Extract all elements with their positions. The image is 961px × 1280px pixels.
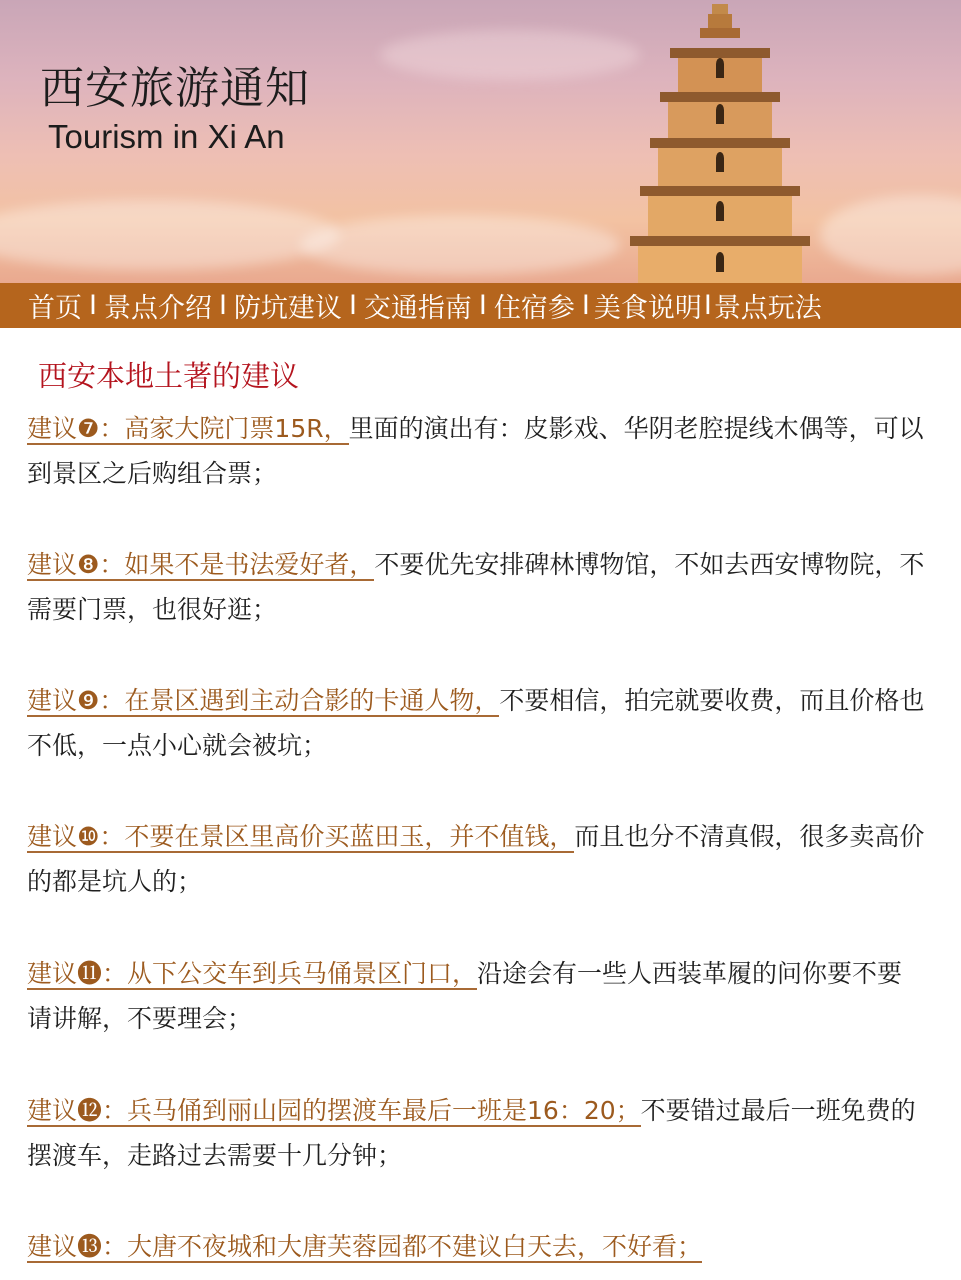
- nav-item-transport[interactable]: 交通指南: [363, 293, 472, 324]
- nav-bar: [0, 283, 961, 328]
- header-banner: [0, 0, 961, 283]
- tip-item: [27, 406, 927, 496]
- section-title: 西安本地土著的建议: [38, 359, 300, 393]
- tip-item: [27, 951, 927, 1041]
- tip-highlight: 建议❽：如果不是书法爱好者，: [27, 550, 375, 579]
- tip-highlight: 建议⓬：兵马俑到丽山园的摆渡车最后一班是16：20；: [27, 1096, 641, 1125]
- tip-text: 里面的演出有：皮影戏、华阴老腔提线木偶等，可以到景区之后购组合票；: [27, 414, 924, 488]
- pagoda-icon: [600, 0, 840, 283]
- banner-subtitle: Tourism in Xi An: [48, 118, 285, 155]
- nav-item-play[interactable]: 景点玩法: [713, 293, 822, 324]
- cloud-decoration: [0, 200, 340, 270]
- nav-item-food[interactable]: 美食说明: [593, 293, 702, 324]
- tip-item: [27, 1088, 927, 1178]
- nav-item-lodging[interactable]: 住宿参: [493, 293, 575, 324]
- nav-separator: I: [703, 290, 712, 321]
- tip-highlight: 建议❼：高家大院门票15R，: [27, 414, 349, 443]
- tip-highlight: 建议❿：不要在景区里高价买蓝田玉，并不值钱，: [27, 822, 575, 851]
- tip-highlight: 建议⓭：大唐不夜城和大唐芙蓉园都不建议白天去，不好看；: [27, 1232, 703, 1261]
- tip-item: [27, 1224, 927, 1269]
- nav-separator: I: [478, 290, 487, 321]
- tip-highlight: 建议⓫：从下公交车到兵马俑景区门口，: [27, 959, 478, 988]
- cloud-decoration: [820, 195, 961, 275]
- banner-title: 西安旅游通知: [40, 63, 310, 114]
- tip-item: [27, 678, 927, 768]
- tip-text: 沿途会有一些人西装革履的问你要不要请讲解，不要理会；: [27, 959, 903, 1033]
- tip-text: 不要优先安排碑林博物馆，不如去西安博物院，不需要门票，也很好逛；: [27, 550, 925, 624]
- tip-text: 而且也分不清真假，很多卖高价的都是坑人的；: [27, 822, 925, 896]
- nav-separator: I: [218, 290, 227, 321]
- tip-item: [27, 814, 927, 904]
- cloud-decoration: [300, 215, 620, 275]
- nav-item-home[interactable]: 首页: [28, 293, 82, 324]
- nav-item-attractions[interactable]: 景点介绍: [103, 293, 212, 324]
- nav-separator: I: [581, 290, 590, 321]
- tip-item: [27, 542, 927, 632]
- tip-text: 不要错过最后一班免费的摆渡车，走路过去需要十几分钟；: [27, 1096, 916, 1170]
- nav-separator: I: [89, 290, 97, 321]
- nav-separator: I: [348, 290, 357, 321]
- nav-item-anti-scam[interactable]: 防坑建议: [233, 293, 342, 324]
- tip-highlight: 建议❾：在景区遇到主动合影的卡通人物，: [27, 686, 500, 715]
- tip-text: 不要相信，拍完就要收费，而且价格也不低，一点小心就会被坑；: [27, 686, 925, 760]
